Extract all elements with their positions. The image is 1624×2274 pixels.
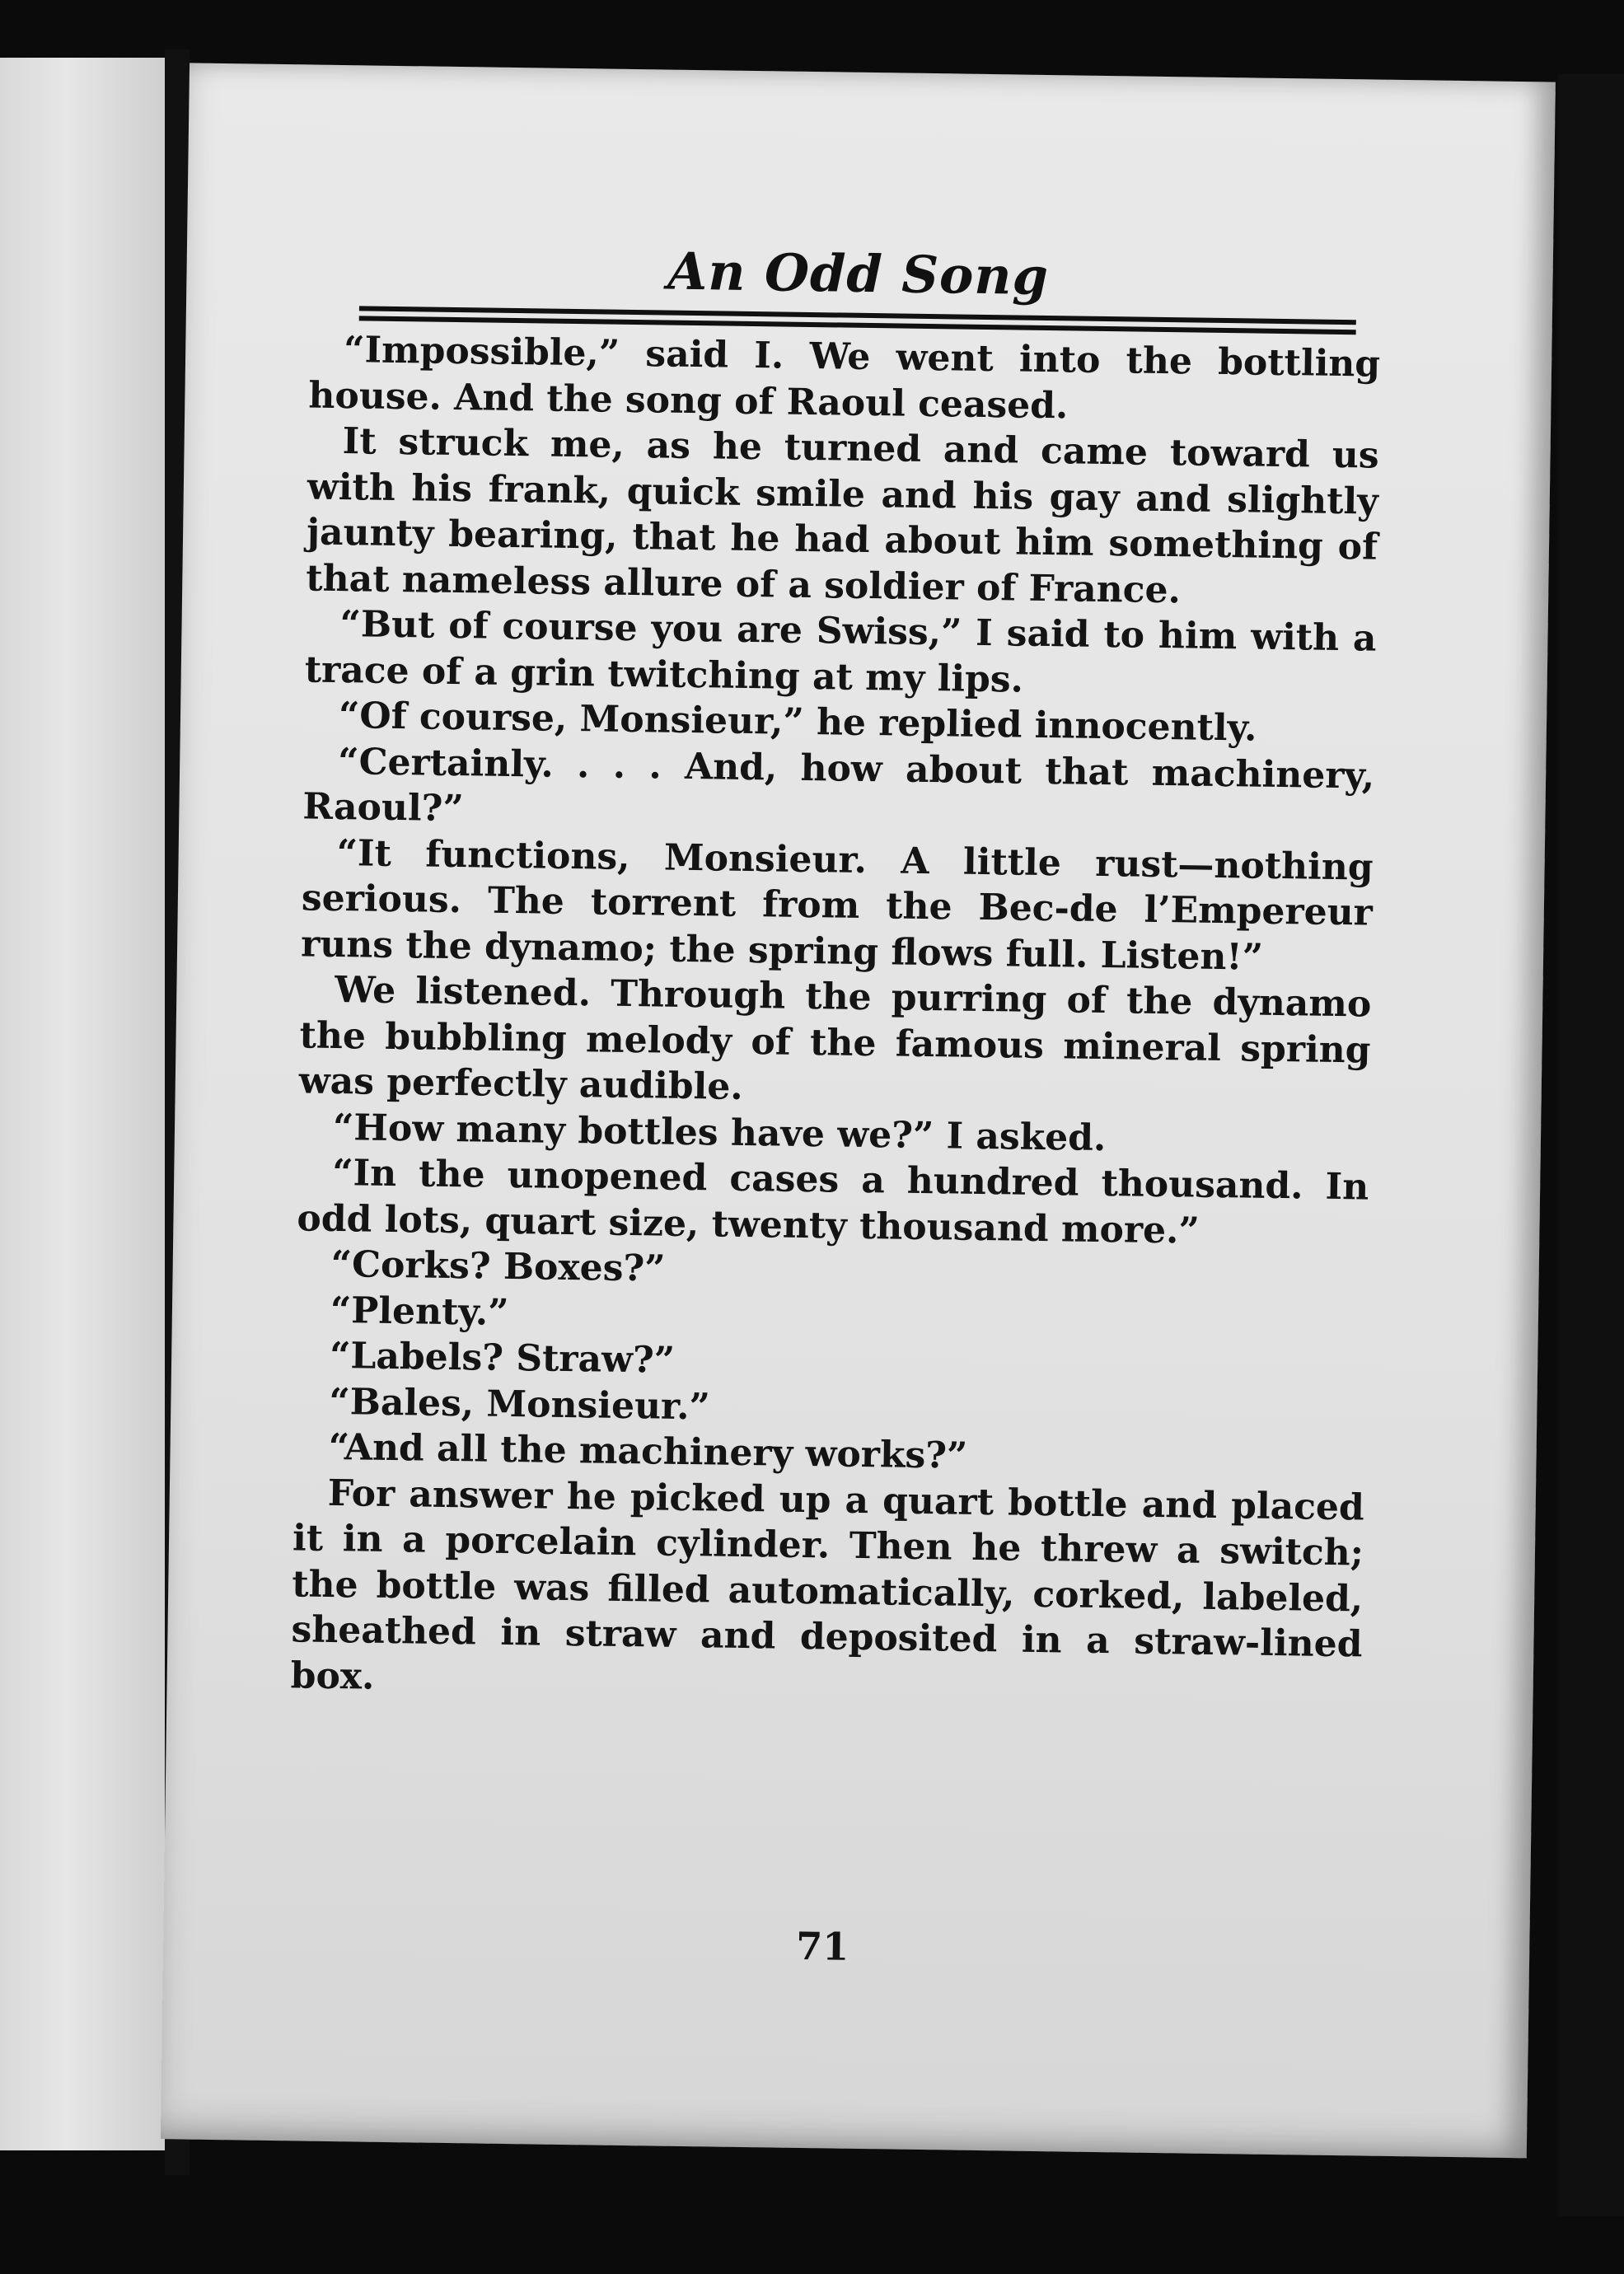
paragraph: “Of course, Monsieur,” he replied innocently. (338, 695, 1257, 750)
paragraph: “Labels? Straw?” (329, 1334, 676, 1382)
facing-page-edge (0, 58, 165, 2150)
paragraph: “It functions, Monsieur. A little rust—nothing serious. The torrent from the Bec-de l’Empereur runs the dynamo; the spring flows full. Listen!” (300, 831, 1374, 979)
body-text (290, 326, 1380, 1713)
paragraph: “Corks? Boxes?” (330, 1242, 666, 1290)
running-title: An Odd Song (667, 241, 1050, 307)
page-number: 71 (795, 1923, 849, 1969)
paragraph: “Bales, Monsieur.” (329, 1380, 711, 1428)
running-header (359, 236, 1357, 311)
paragraph: “In the unopened cases a hundred thousand. In odd lots, quart size, twenty thousand more.” (297, 1151, 1369, 1252)
paragraph: For answer he picked up a quart bottle and placed it in a porcelain cylinder. Then he threw a switch; the bottle was filled automatically, corked, labeled, sheathed in straw and deposited in a straw-lined box. (290, 1472, 1365, 1698)
paragraph: “But of course you are Swiss,” I said to him with a trace of a grin twitching at my lips. (304, 603, 1377, 701)
paragraph: “Certainly. . . . And, how about that machinery, Raoul?” (302, 740, 1375, 831)
paragraph: “And all the machinery works?” (328, 1425, 968, 1477)
book-page (161, 63, 1556, 2158)
paragraph: “Impossible,” said I. We went into the bottling house. And the song of Raoul ceased. (308, 329, 1381, 427)
paragraph: We listened. Through the purring of the dynamo the bubbling melody of the famous mineral spring was perfectly audible. (298, 968, 1372, 1108)
paragraph: “Plenty.” (330, 1289, 509, 1334)
paragraph: It struck me, as he turned and came toward us with his frank, quick smile and his gay and slightly jaunty bearing, that he had about him something of that nameless allure of a soldier of France. (306, 420, 1379, 611)
paragraph: “How many bottles have we?” I asked. (332, 1106, 1107, 1159)
page-edge-shadow (1558, 74, 1624, 2216)
